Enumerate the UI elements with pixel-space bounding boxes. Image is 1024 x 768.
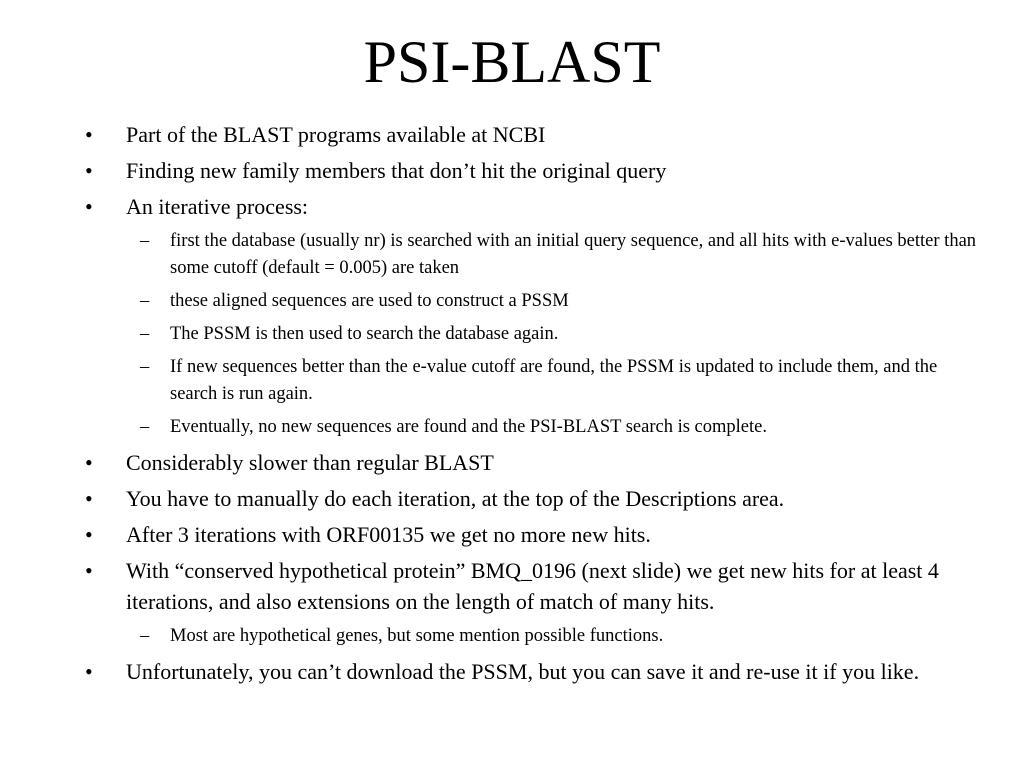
slide-title: PSI-BLAST	[363, 29, 661, 95]
bullet-marker: •	[85, 659, 93, 684]
sub-bullet-item	[126, 414, 984, 441]
sub-bullet-item	[126, 228, 984, 282]
bullet-marker: •	[85, 194, 93, 219]
bullet-text: You have to manually do each iteration, at the top of the Descriptions area.	[126, 486, 785, 511]
bullet-text: Part of the BLAST programs available at NCBI	[126, 122, 546, 147]
bullet-item	[84, 555, 984, 650]
bullet-marker: •	[85, 558, 93, 583]
bullet-item	[84, 119, 984, 150]
sub-bullet-list	[126, 228, 984, 441]
bullet-text: Finding new family members that don’t hit the original query	[126, 158, 667, 183]
sub-bullet-marker: –	[140, 357, 150, 377]
bullet-marker: •	[85, 486, 93, 511]
sub-bullet-text: If new sequences better than the e-value cutoff are found, the PSSM is updated to include them, and the search is run again.	[170, 357, 938, 404]
bullet-text: Unfortunately, you can’t download the PSSM, but you can save it and re-use it if you like.	[126, 659, 920, 684]
bullet-item	[84, 447, 984, 478]
bullet-text: With “conserved hypothetical protein” BMQ_0196 (next slide) we get new hits for at least 4 iterations, and also extensions on the length of match of many hits.	[126, 558, 939, 614]
sub-bullet-text: first the database (usually nr) is searched with an initial query sequence, and all hits with e-values better than some cutoff (default = 0.005) are taken	[170, 231, 977, 278]
sub-bullet-text: these aligned sequences are used to construct a PSSM	[170, 291, 569, 311]
bullet-marker: •	[85, 522, 93, 547]
bullet-text: After 3 iterations with ORF00135 we get no more new hits.	[126, 522, 651, 547]
bullet-item	[84, 191, 984, 441]
sub-bullet-list	[126, 623, 984, 650]
sub-bullet-text: Most are hypothetical genes, but some mention possible functions.	[170, 626, 664, 646]
bullet-marker: •	[85, 450, 93, 475]
bullet-item	[84, 656, 984, 687]
sub-bullet-marker: –	[140, 626, 150, 646]
bullet-item	[84, 155, 984, 186]
bullet-marker: •	[85, 158, 93, 183]
bullet-item	[84, 483, 984, 514]
sub-bullet-item	[126, 354, 984, 408]
bullet-list	[84, 119, 984, 692]
bullet-text: An iterative process:	[126, 194, 309, 219]
sub-bullet-marker: –	[140, 291, 150, 311]
sub-bullet-text: Eventually, no new sequences are found and the PSI-BLAST search is complete.	[170, 417, 767, 437]
sub-bullet-item	[126, 288, 984, 315]
bullet-marker: •	[85, 122, 93, 147]
sub-bullet-item	[126, 321, 984, 348]
sub-bullet-marker: –	[140, 324, 150, 344]
sub-bullet-marker: –	[140, 231, 150, 251]
sub-bullet-marker: –	[140, 417, 150, 437]
sub-bullet-text: The PSSM is then used to search the database again.	[170, 324, 559, 344]
sub-bullet-item	[126, 623, 984, 650]
bullet-item	[84, 519, 984, 550]
bullet-text: Considerably slower than regular BLAST	[126, 450, 494, 475]
